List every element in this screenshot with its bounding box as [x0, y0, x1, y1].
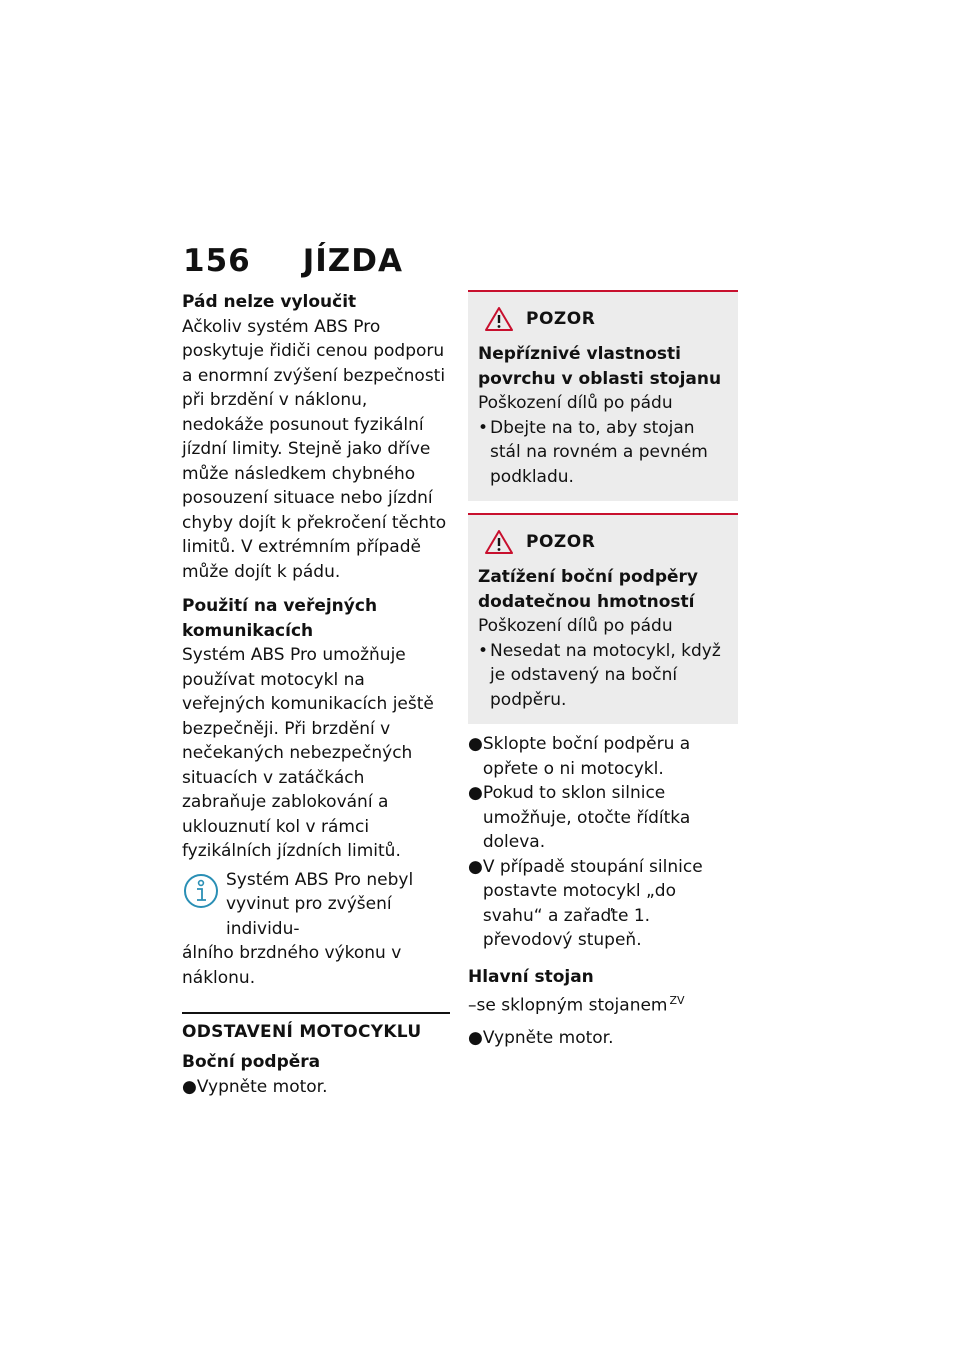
warning-title: Zatížení boční podpěry dodatečnou hmotností [478, 567, 698, 612]
warning-header [484, 306, 726, 332]
paragraph-public-roads: Systém ABS Pro umožňuje používat motocykl na veřejných komunikacích ještě bezpečněji. Při brzdění v nečekaných nebezpečných situacích v zatáčkách zabraňuje zablokování a uklouznutí kol v rámci fyzikálních jízdních limitů. [182, 645, 434, 861]
bullet-icon: ● [468, 734, 483, 754]
list-item: ● Sklopte boční podpěru a opřete o ni motocykl. [468, 732, 738, 781]
warning-bullet: • Nesedat na motocykl, když je odstavený na boční podpěru. [478, 640, 721, 710]
info-icon [182, 872, 220, 910]
paragraph-fall: Ačkoliv systém ABS Pro poskytuje řidiči cenou podporu a enormní zvýšení bezpečnosti při brzdění v náklonu, nedokáže posunout fyzikální jízdní limity. Stejně jako dříve může následkem chybného posouzení situace nebo jízdní chyby dojít k překročení těchto limitů. V extrémním případě může dojít k pádu. [182, 316, 447, 582]
right-column [468, 290, 738, 1051]
bullet-icon: ● [468, 1028, 483, 1049]
warning-bullet: • Dbejte na to, aby stojan stál na rovném a pevném podkladu. [478, 417, 708, 487]
warning-title: Nepříznivé vlastnosti povrchu v oblasti stojanu [478, 344, 722, 389]
bullet-icon: ● [182, 1076, 197, 1097]
page-number: 156 [183, 243, 251, 279]
heading-side-stand: Boční podpěra [182, 1052, 321, 1072]
bullet-icon: ● [468, 783, 483, 803]
list-item: ● Pokud to sklon silnice umožňuje, otočte řídítka doleva. [468, 781, 738, 855]
heading-public-roads: Použití na veřejných komunikacích [182, 596, 378, 641]
warning-text: Poškození dílů po pádu [478, 393, 673, 413]
bullet-icon: ● [468, 856, 483, 877]
info-note [182, 868, 450, 942]
section-title: ODSTAVENÍ MOTOCYKLU [182, 1022, 422, 1042]
chapter-title: JÍZDA [302, 243, 403, 279]
warning-label: POZOR [526, 532, 596, 552]
warning-triangle-icon [484, 529, 514, 555]
warning-triangle-icon [484, 306, 514, 332]
warning-box [468, 290, 738, 501]
optional-equipment-badge: ZV [669, 994, 685, 1007]
stand-note: –se sklopným stojanem $^{ZV}$ [468, 994, 685, 1016]
warning-text: Poškození dílů po pádu [478, 616, 673, 636]
page-header [183, 243, 403, 279]
info-text-2: álního brzdného výkonu v náklonu. [182, 943, 402, 988]
warning-box [468, 513, 738, 724]
warning-label: POZOR [526, 309, 596, 329]
list-item: ● Vypněte motor. [468, 1026, 738, 1051]
heading-fall: Pád nelze vyloučit [182, 292, 357, 312]
heading-main-stand: Hlavní stojan [468, 966, 594, 987]
info-text-1: Systém ABS Pro nebyl vyvinut pro zvýšení individu- [226, 869, 414, 939]
list-item: ● Vypněte motor. [182, 1075, 450, 1100]
section-divider [182, 1012, 450, 1014]
warning-header [484, 529, 726, 555]
list-item: ● V případě stoupání silnice postavte motocykl „do svahu“ a zařaďte 1. převodový stupeň. [468, 855, 738, 953]
left-column [182, 290, 450, 1099]
